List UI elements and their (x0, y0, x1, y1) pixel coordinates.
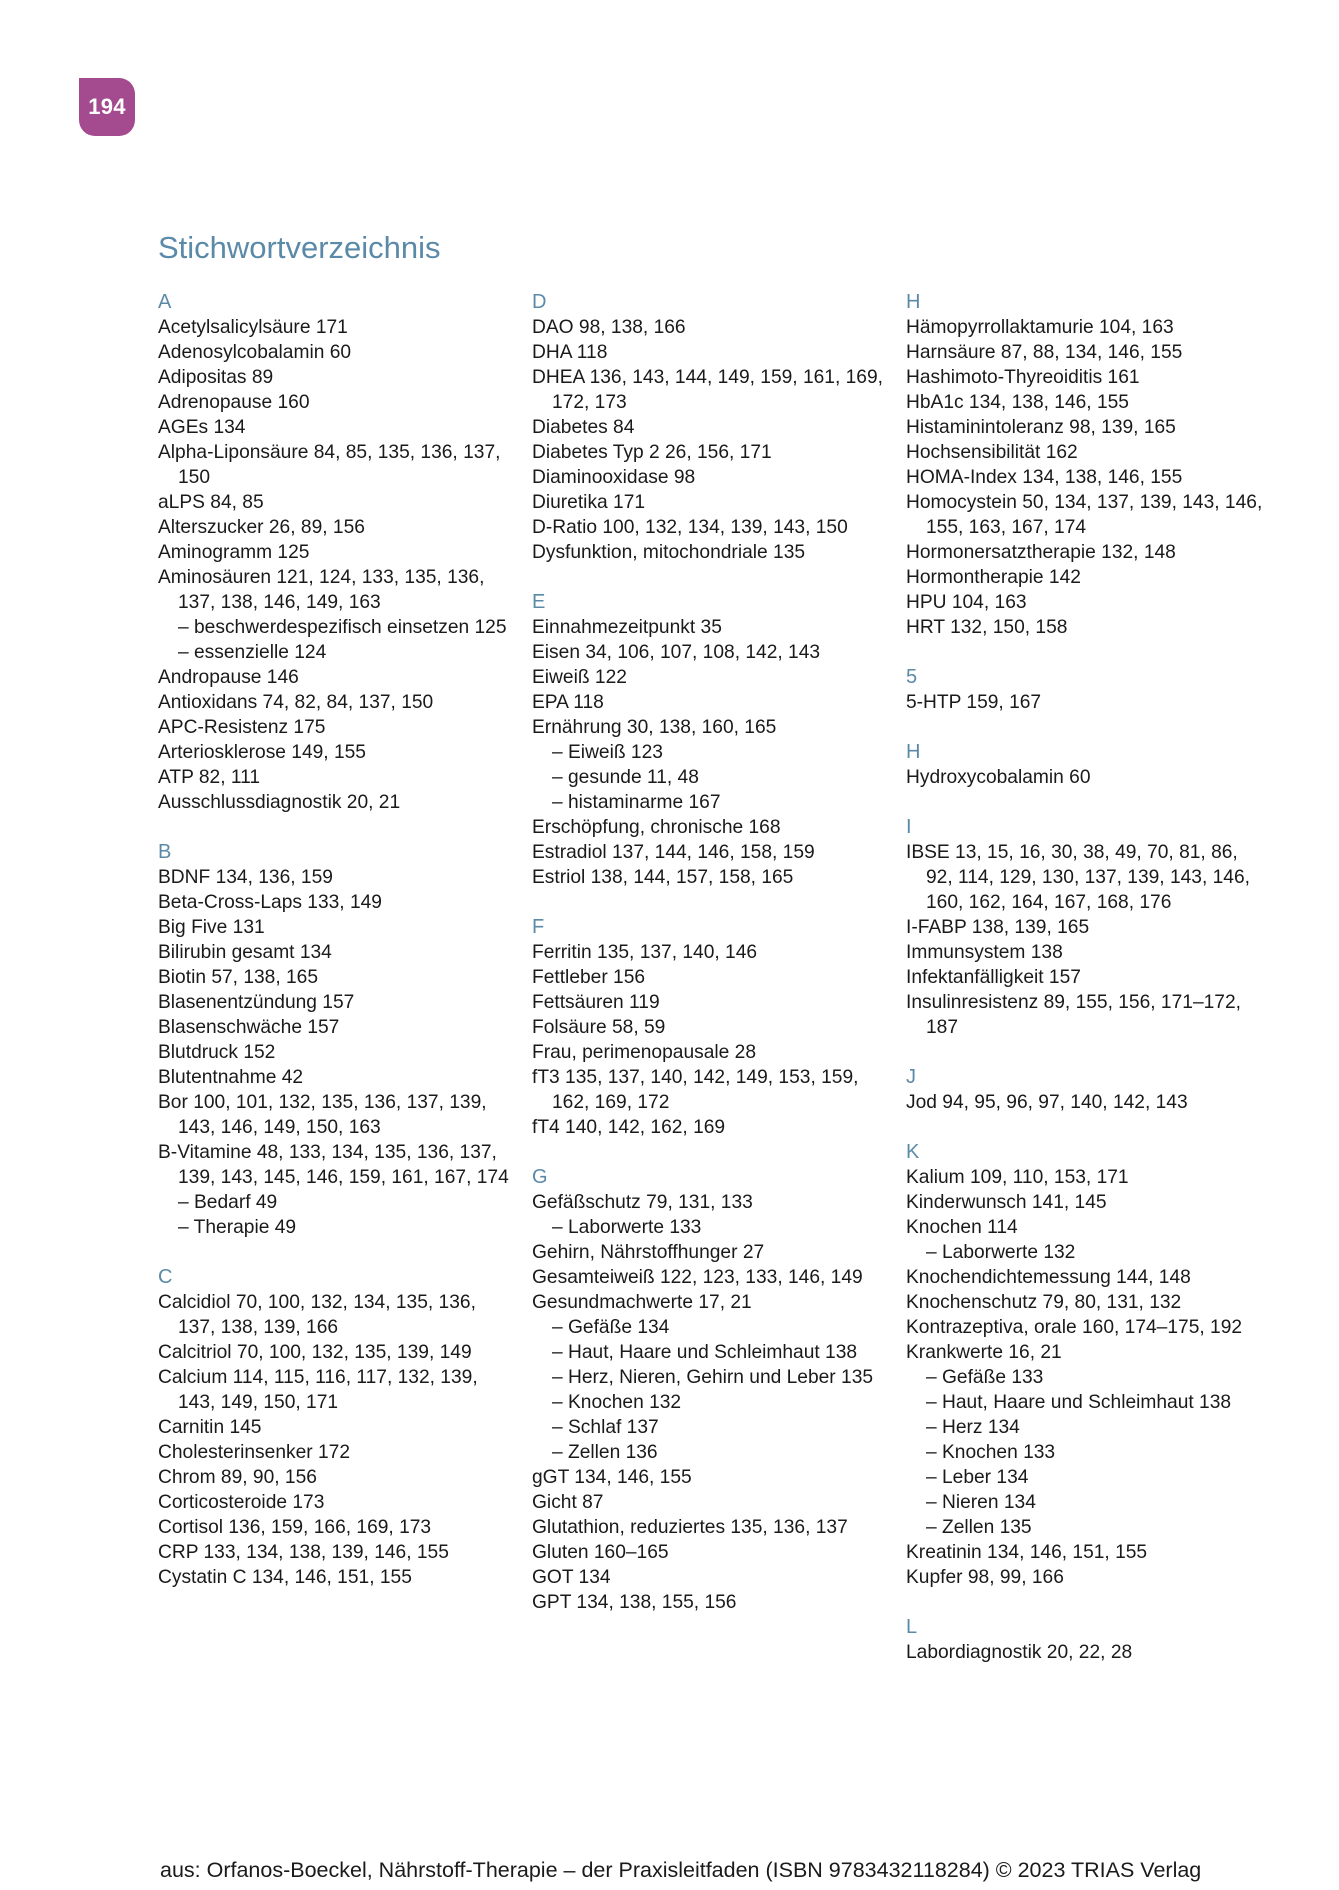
index-entry: Krankwerte 16, 21 (906, 1342, 1062, 1363)
index-section (532, 915, 892, 1140)
index-entry: GOT 134 (532, 1567, 611, 1588)
index-entry: Labordiagnostik 20, 22, 28 (906, 1642, 1133, 1663)
index-section (906, 665, 1266, 715)
index-entry: Harnsäure 87, 88, 134, 146, 155 (906, 342, 1183, 363)
index-entry: Corticosteroide 173 (158, 1492, 325, 1513)
index-section (906, 815, 1266, 1040)
index-subentry: – histaminarme 167 (552, 792, 721, 813)
index-entry: Bor 100, 101, 132, 135, 136, 137, 139, 143, 146, 149, 150, 163 (158, 1092, 487, 1138)
index-subentry: – Laborwerte 133 (552, 1217, 702, 1238)
page-number-badge: 194 (79, 78, 135, 136)
index-subentry: – Herz 134 (926, 1417, 1020, 1438)
index-entry: Estriol 138, 144, 157, 158, 165 (532, 867, 794, 888)
index-entry: Hydroxycobalamin 60 (906, 767, 1091, 788)
index-entry: Eiweiß 122 (532, 667, 627, 688)
index-entry: 5-HTP 159, 167 (906, 692, 1042, 713)
index-subentry: – Zellen 136 (552, 1442, 658, 1463)
index-section (158, 1265, 518, 1590)
index-entry: Arteriosklerose 149, 155 (158, 742, 366, 763)
index-entry: Cholesterinsenker 172 (158, 1442, 350, 1463)
index-subentry: – Knochen 132 (552, 1392, 682, 1413)
index-subentry: – Bedarf 49 (178, 1192, 278, 1213)
index-section (906, 1140, 1266, 1590)
index-section (158, 290, 518, 815)
index-entry: DHA 118 (532, 342, 608, 363)
index-entry: Frau, perimenopausale 28 (532, 1042, 756, 1063)
index-entry: Kalium 109, 110, 153, 171 (906, 1167, 1129, 1188)
index-entry: Infektanfälligkeit 157 (906, 967, 1081, 988)
footer-citation: aus: Orfanos-Boeckel, Nährstoff-Therapie – der Praxisleitfaden (ISBN 9783432118284) © 2023 TRIAS Verlag (160, 1858, 1202, 1882)
index-entry: Alpha-Liponsäure 84, 85, 135, 136, 137, 150 (158, 442, 501, 488)
index-entry: Gefäßschutz 79, 131, 133 (532, 1192, 753, 1213)
index-entry: Gesamteiweiß 122, 123, 133, 146, 149 (532, 1267, 863, 1288)
index-entry: Alterszucker 26, 89, 156 (158, 517, 365, 538)
index-entry: Cortisol 136, 159, 166, 169, 173 (158, 1517, 432, 1538)
index-entry: Glutathion, reduziertes 135, 136, 137 (532, 1517, 848, 1538)
index-entry: Kupfer 98, 99, 166 (906, 1567, 1064, 1588)
index-subentry: – Gefäße 133 (926, 1367, 1044, 1388)
section-letter: A (158, 291, 172, 313)
index-entry: Carnitin 145 (158, 1417, 262, 1438)
index-entry: BDNF 134, 136, 159 (158, 867, 333, 888)
index-subentry: – gesunde 11, 48 (552, 767, 699, 788)
index-entry: Kontrazeptiva, orale 160, 174–175, 192 (906, 1317, 1243, 1338)
index-entry: HbA1c 134, 138, 146, 155 (906, 392, 1129, 413)
index-subentry: – Herz, Nieren, Gehirn und Leber 135 (552, 1367, 874, 1388)
index-subentry: – Laborwerte 132 (926, 1242, 1076, 1263)
index-entry: HOMA-Index 134, 138, 146, 155 (906, 467, 1183, 488)
index-entry: Jod 94, 95, 96, 97, 140, 142, 143 (906, 1092, 1188, 1113)
section-letter: G (532, 1166, 548, 1188)
index-entry: Eisen 34, 106, 107, 108, 142, 143 (532, 642, 821, 663)
section-letter: D (532, 291, 547, 313)
index-entry: CRP 133, 134, 138, 139, 146, 155 (158, 1542, 449, 1563)
index-entry: AGEs 134 (158, 417, 246, 438)
index-entry: Beta-Cross-Laps 133, 149 (158, 892, 382, 913)
index-section (532, 1165, 892, 1615)
index-entry: Adenosylcobalamin 60 (158, 342, 352, 363)
index-entry: HRT 132, 150, 158 (906, 617, 1068, 638)
index-entry: Kreatinin 134, 146, 151, 155 (906, 1542, 1148, 1563)
index-entry: DHEA 136, 143, 144, 149, 159, 161, 169, 172, 173 (532, 367, 883, 413)
index-entry: HPU 104, 163 (906, 592, 1027, 613)
index-entry: APC-Resistenz 175 (158, 717, 326, 738)
index-subentry: – Leber 134 (926, 1467, 1029, 1488)
section-letter: F (532, 916, 545, 938)
index-entry: Blutentnahme 42 (158, 1067, 304, 1088)
index-subentry: – Nieren 134 (926, 1492, 1036, 1513)
index-entry: Homocystein 50, 134, 137, 139, 143, 146, 155, 163, 167, 174 (906, 492, 1263, 538)
index-entry: Blasenschwäche 157 (158, 1017, 340, 1038)
index-entry: Fettleber 156 (532, 967, 646, 988)
index-entry: aLPS 84, 85 (158, 492, 264, 513)
index-subentry: – Zellen 135 (926, 1517, 1032, 1538)
index-entry: Ausschlussdiagnostik 20, 21 (158, 792, 401, 813)
index-subentry: – beschwerdespezifisch einsetzen 125 (178, 617, 507, 638)
index-entry: Hormonersatztherapie 132, 148 (906, 542, 1176, 563)
index-entry: Blasenentzündung 157 (158, 992, 355, 1013)
index-entry: Aminogramm 125 (158, 542, 310, 563)
index-entry: Ferritin 135, 137, 140, 146 (532, 942, 758, 963)
index-entry: fT4 140, 142, 162, 169 (532, 1117, 726, 1138)
section-letter: E (532, 591, 546, 613)
index-entry: Biotin 57, 138, 165 (158, 967, 319, 988)
section-letter: C (158, 1266, 173, 1288)
index-entry: Knochen 114 (906, 1217, 1018, 1238)
section-letter: H (906, 741, 921, 763)
index-entry: Aminosäuren 121, 124, 133, 135, 136, 137, 138, 146, 149, 163 (158, 567, 485, 613)
index-entry: Calcitriol 70, 100, 132, 135, 139, 149 (158, 1342, 472, 1363)
index-entry: Chrom 89, 90, 156 (158, 1467, 317, 1488)
index-entry: Gehirn, Nährstoffhunger 27 (532, 1242, 765, 1263)
index-entry: Histaminintoleranz 98, 139, 165 (906, 417, 1176, 438)
index-entry: Erschöpfung, chronische 168 (532, 817, 781, 838)
index-entry: Antioxidans 74, 82, 84, 137, 150 (158, 692, 434, 713)
index-entry: Bilirubin gesamt 134 (158, 942, 332, 963)
index-subentry: – Therapie 49 (178, 1217, 297, 1238)
index-subentry: – Knochen 133 (926, 1442, 1056, 1463)
index-entry: B-Vitamine 48, 133, 134, 135, 136, 137, 139, 143, 145, 146, 159, 161, 167, 174 (158, 1142, 509, 1188)
index-entry: ATP 82, 111 (158, 767, 261, 788)
index-section (532, 590, 892, 890)
index-subentry: – Haut, Haare und Schleimhaut 138 (926, 1392, 1232, 1413)
index-entry: Kinderwunsch 141, 145 (906, 1192, 1107, 1213)
index-subentry: – Eiweiß 123 (552, 742, 663, 763)
index-entry: Adrenopause 160 (158, 392, 310, 413)
index-entry: Folsäure 58, 59 (532, 1017, 666, 1038)
index-column-3 (906, 290, 1266, 1690)
section-letter: L (906, 1616, 918, 1638)
index-entry: Diabetes 84 (532, 417, 635, 438)
index-entry: Gesundmachwerte 17, 21 (532, 1292, 752, 1313)
index-section (906, 740, 1266, 790)
index-entry: GPT 134, 138, 155, 156 (532, 1592, 737, 1613)
index-entry: Hochsensibilität 162 (906, 442, 1078, 463)
section-letter: J (906, 1066, 916, 1088)
index-entry: Estradiol 137, 144, 146, 158, 159 (532, 842, 815, 863)
index-entry: Gluten 160–165 (532, 1542, 669, 1563)
index-entry: I-FABP 138, 139, 165 (906, 917, 1090, 938)
index-entry: Hashimoto-Thyreoiditis 161 (906, 367, 1140, 388)
index-entry: Hormontherapie 142 (906, 567, 1081, 588)
index-entry: Einnahmezeitpunkt 35 (532, 617, 722, 638)
index-subentry: – essenzielle 124 (178, 642, 327, 663)
index-entry: Knochenschutz 79, 80, 131, 132 (906, 1292, 1182, 1313)
index-entry: Knochendichtemessung 144, 148 (906, 1267, 1191, 1288)
index-entry: Hämopyrrollaktamurie 104, 163 (906, 317, 1174, 338)
index-entry: Diaminooxidase 98 (532, 467, 696, 488)
index-entry: Fettsäuren 119 (532, 992, 660, 1013)
index-section (906, 290, 1266, 640)
section-letter: K (906, 1141, 920, 1163)
index-column-2 (532, 290, 892, 1640)
index-entry: Acetylsalicylsäure 171 (158, 317, 348, 338)
index-entry: EPA 118 (532, 692, 604, 713)
index-section (906, 1065, 1266, 1115)
index-entry: Dysfunktion, mitochondriale 135 (532, 542, 806, 563)
index-entry: Big Five 131 (158, 917, 265, 938)
index-subentry: – Gefäße 134 (552, 1317, 670, 1338)
index-entry: Diabetes Typ 2 26, 156, 171 (532, 442, 772, 463)
section-letter: I (906, 816, 912, 838)
section-letter: H (906, 291, 921, 313)
index-entry: Adipositas 89 (158, 367, 274, 388)
index-entry: Insulinresistenz 89, 155, 156, 171–172, 187 (906, 992, 1241, 1038)
index-entry: IBSE 13, 15, 16, 30, 38, 49, 70, 81, 86, 92, 114, 129, 130, 137, 139, 143, 146, 160, 162, 164, 167, 168, 176 (906, 842, 1250, 913)
index-column-1 (158, 290, 518, 1615)
index-entry: fT3 135, 137, 140, 142, 149, 153, 159, 162, 169, 172 (532, 1067, 859, 1113)
index-entry: Immunsystem 138 (906, 942, 1063, 963)
index-entry: DAO 98, 138, 166 (532, 317, 686, 338)
index-entry: Cystatin C 134, 146, 151, 155 (158, 1567, 412, 1588)
index-subentry: – Schlaf 137 (552, 1417, 659, 1438)
index-subentry: – Haut, Haare und Schleimhaut 138 (552, 1342, 858, 1363)
index-entry: Calcidiol 70, 100, 132, 134, 135, 136, 137, 138, 139, 166 (158, 1292, 476, 1338)
section-letter: B (158, 841, 172, 863)
index-entry: D-Ratio 100, 132, 134, 139, 143, 150 (532, 517, 848, 538)
index-entry: Blutdruck 152 (158, 1042, 276, 1063)
index-section (532, 290, 892, 565)
index-entry: Ernährung 30, 138, 160, 165 (532, 717, 777, 738)
index-entry: gGT 134, 146, 155 (532, 1467, 692, 1488)
index-section (906, 1615, 1266, 1665)
section-letter: 5 (906, 666, 918, 688)
index-entry: Diuretika 171 (532, 492, 646, 513)
index-entry: Calcium 114, 115, 116, 117, 132, 139, 143, 149, 150, 171 (158, 1367, 478, 1413)
index-entry: Andropause 146 (158, 667, 299, 688)
page-title: Stichwortverzeichnis (158, 230, 441, 265)
index-section (158, 840, 518, 1240)
index-entry: Gicht 87 (532, 1492, 604, 1513)
